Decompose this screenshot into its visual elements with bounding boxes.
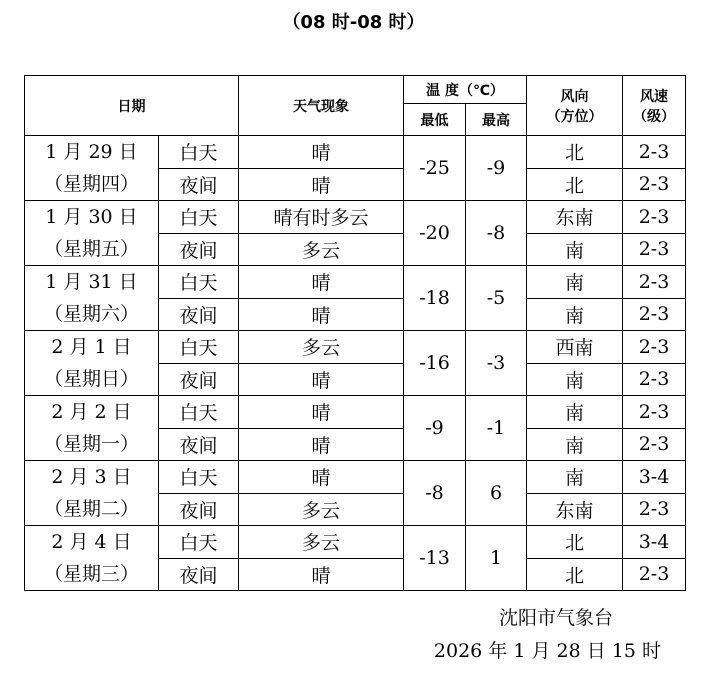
wind-direction-night: 北 [527, 558, 623, 591]
header-wind-direction-label: 风向 [560, 88, 589, 105]
weather-night: 多云 [239, 493, 404, 526]
wind-speed-night: 2-3 [623, 298, 686, 331]
header-row-top [25, 76, 686, 104]
date-label: 1 月 31 日 [45, 271, 138, 293]
period-day-label: 白天 [159, 396, 239, 429]
date-cell [25, 266, 159, 331]
header-wind-direction-unit: （方位） [546, 108, 603, 125]
weekday-label: （星期一） [43, 433, 139, 455]
date-cell [25, 461, 159, 526]
weather-night: 多云 [239, 233, 404, 266]
wind-speed-day: 3-4 [623, 461, 686, 494]
max-temp: 6 [466, 461, 527, 526]
header-wind-speed [623, 76, 686, 136]
period-day-label: 白天 [159, 136, 239, 169]
issuing-organization: 沈阳市气象台 [498, 607, 613, 629]
min-temp: -16 [404, 331, 466, 396]
date-label: 2 月 2 日 [51, 401, 132, 423]
wind-direction-day: 北 [527, 526, 623, 559]
period-night-label: 夜间 [159, 168, 239, 201]
table-row-day [25, 266, 686, 299]
wind-direction-night: 南 [527, 428, 623, 461]
header-wind-speed-unit: （级） [633, 108, 676, 125]
header-wind-direction [527, 76, 623, 136]
date-cell [25, 396, 159, 461]
wind-direction-night: 东南 [527, 493, 623, 526]
page-title: （08 时-08 时） [282, 12, 425, 33]
wind-direction-night: 南 [527, 298, 623, 331]
period-day-label: 白天 [159, 331, 239, 364]
table-row-day [25, 201, 686, 234]
date-label: 2 月 3 日 [51, 466, 132, 488]
table-row-day [25, 461, 686, 494]
date-cell [25, 136, 159, 201]
min-temp: -20 [404, 201, 466, 266]
period-night-label: 夜间 [159, 428, 239, 461]
min-temp: -8 [404, 461, 466, 526]
wind-direction-day: 南 [527, 266, 623, 299]
weather-day: 晴有时多云 [239, 201, 404, 234]
wind-direction-day: 东南 [527, 201, 623, 234]
weekday-label: （星期日） [43, 368, 139, 390]
period-day-label: 白天 [159, 201, 239, 234]
wind-speed-night: 2-3 [623, 493, 686, 526]
max-temp: -5 [466, 266, 527, 331]
max-temp: -9 [466, 136, 527, 201]
date-label: 2 月 1 日 [51, 336, 132, 358]
header-temperature: 温 度（℃） [404, 76, 527, 104]
weather-night: 晴 [239, 558, 404, 591]
forecast-table [24, 75, 686, 591]
table-row-day [25, 136, 686, 169]
wind-speed-day: 2-3 [623, 266, 686, 299]
issue-time: 2026 年 1 月 28 日 15 时 [433, 640, 661, 662]
min-temp: -25 [404, 136, 466, 201]
wind-direction-day: 西南 [527, 331, 623, 364]
header-weather: 天气现象 [239, 76, 404, 136]
weekday-label: （星期四） [43, 173, 139, 195]
weather-day: 多云 [239, 331, 404, 364]
period-night-label: 夜间 [159, 493, 239, 526]
weekday-label: （星期二） [43, 498, 139, 520]
header-wind-speed-label: 风速 [640, 88, 669, 105]
wind-direction-night: 北 [527, 168, 623, 201]
max-temp: 1 [466, 526, 527, 591]
wind-speed-day: 2-3 [623, 331, 686, 364]
min-temp: -9 [404, 396, 466, 461]
header-date: 日期 [25, 76, 239, 136]
wind-speed-night: 2-3 [623, 428, 686, 461]
wind-speed-night: 2-3 [623, 168, 686, 201]
weather-night: 晴 [239, 168, 404, 201]
wind-direction-day: 南 [527, 396, 623, 429]
period-night-label: 夜间 [159, 363, 239, 396]
weekday-label: （星期三） [43, 563, 139, 585]
date-label: 1 月 29 日 [45, 141, 138, 163]
header-max-temp: 最高 [466, 104, 527, 136]
wind-speed-day: 2-3 [623, 136, 686, 169]
wind-speed-day: 3-4 [623, 526, 686, 559]
period-night-label: 夜间 [159, 558, 239, 591]
wind-speed-day: 2-3 [623, 396, 686, 429]
weather-day: 多云 [239, 526, 404, 559]
date-label: 1 月 30 日 [45, 206, 138, 228]
wind-speed-night: 2-3 [623, 558, 686, 591]
date-label: 2 月 4 日 [51, 531, 132, 553]
weather-day: 晴 [239, 396, 404, 429]
period-day-label: 白天 [159, 526, 239, 559]
weather-day: 晴 [239, 461, 404, 494]
weekday-label: （星期六） [43, 303, 139, 325]
weather-day: 晴 [239, 136, 404, 169]
table-row-day [25, 331, 686, 364]
wind-direction-day: 南 [527, 461, 623, 494]
weather-night: 晴 [239, 363, 404, 396]
date-cell [25, 331, 159, 396]
wind-direction-day: 北 [527, 136, 623, 169]
max-temp: -1 [466, 396, 527, 461]
max-temp: -8 [466, 201, 527, 266]
period-day-label: 白天 [159, 461, 239, 494]
min-temp: -13 [404, 526, 466, 591]
table-row-day [25, 396, 686, 429]
wind-speed-day: 2-3 [623, 201, 686, 234]
wind-speed-night: 2-3 [623, 233, 686, 266]
period-night-label: 夜间 [159, 298, 239, 331]
weather-night: 晴 [239, 428, 404, 461]
table-row-day [25, 526, 686, 559]
period-day-label: 白天 [159, 266, 239, 299]
wind-direction-night: 南 [527, 233, 623, 266]
wind-speed-night: 2-3 [623, 363, 686, 396]
header-min-temp: 最低 [404, 104, 466, 136]
weather-day: 晴 [239, 266, 404, 299]
weather-night: 晴 [239, 298, 404, 331]
date-cell [25, 201, 159, 266]
min-temp: -18 [404, 266, 466, 331]
period-night-label: 夜间 [159, 233, 239, 266]
wind-direction-night: 南 [527, 363, 623, 396]
weekday-label: （星期五） [43, 238, 139, 260]
max-temp: -3 [466, 331, 527, 396]
date-cell [25, 526, 159, 591]
forecast-table-body [25, 76, 686, 591]
